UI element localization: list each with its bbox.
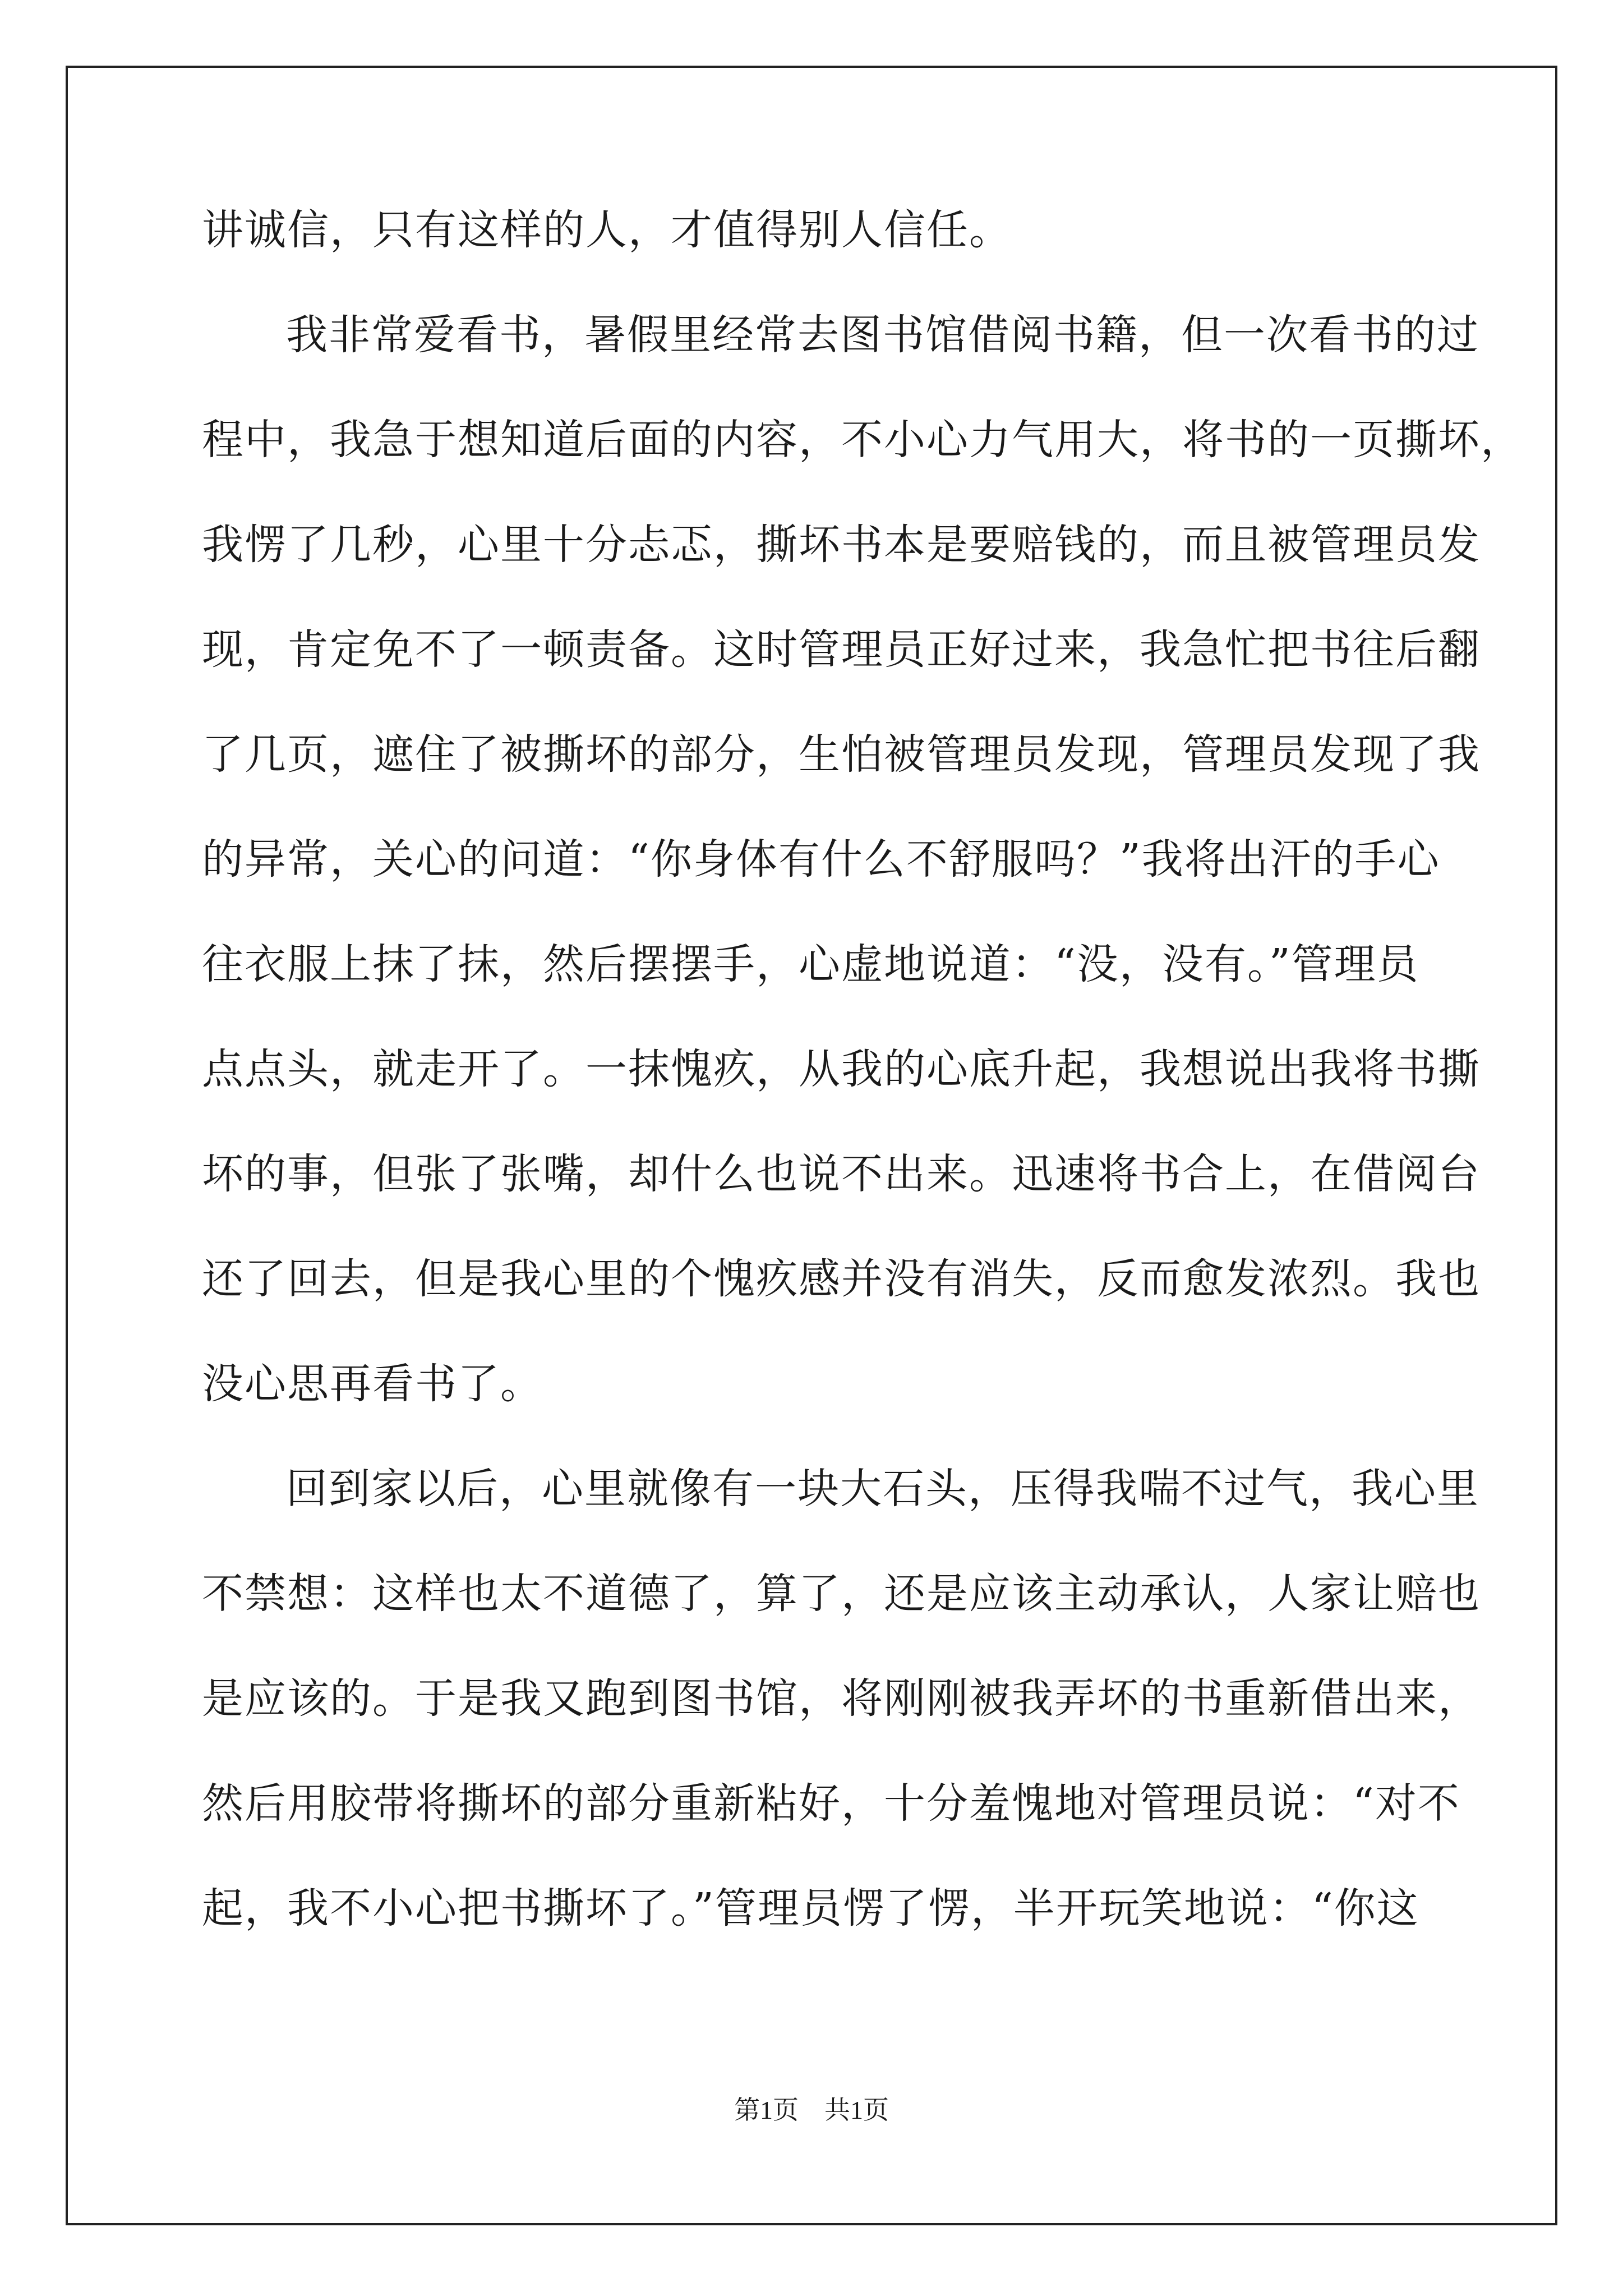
text-line: 还了回去，但是我心里的个愧疚感并没有消失，反而愈发浓烈。我也 [202, 1255, 1481, 1303]
text-line: 程中，我急于想知道后面的内容，不小心力气用大，将书的一页撕坏， [202, 416, 1523, 464]
text-line: 了几页，遮住了被撕坏的部分，生怕被管理员发现，管理员发现了我 [202, 730, 1481, 779]
text-line: 起，我不小心把书撕坏了。”管理员愣了愣，半开玩笑地说：“你这 [202, 1884, 1419, 1932]
text-line: 往衣服上抹了抹，然后摆摆手，心虚地说道：“没，没有。”管理员 [202, 940, 1419, 988]
text-line: 然后用胶带将撕坏的部分重新粘好，十分羞愧地对管理员说：“对不 [202, 1779, 1460, 1828]
text-line: 我非常爱看书，暑假里经常去图书馆借阅书籍，但一次看书的过 [286, 311, 1479, 359]
text-line: 我愣了几秒，心里十分忐忑，撕坏书本是要赔钱的，而且被管理员发 [202, 521, 1481, 569]
text-line: 回到家以后，心里就像有一块大石头，压得我喘不过气，我心里 [286, 1465, 1479, 1513]
text-line: 是应该的。于是我又跑到图书馆，将刚刚被我弄坏的书重新借出来， [202, 1674, 1481, 1723]
document-body [202, 202, 1523, 1985]
text-line: 不禁想：这样也太不道德了，算了，还是应该主动承认，人家让赔也 [202, 1570, 1481, 1618]
text-line: 坏的事，但张了张嘴，却什么也说不出来。迅速将书合上，在借阅台 [202, 1150, 1481, 1198]
text-line: 现，肯定免不了一顿责备。这时管理员正好过来，我急忙把书往后翻 [202, 625, 1481, 674]
page-footer: 第1页 共1页 [734, 2096, 889, 2124]
text-line: 没心思再看书了。 [202, 1360, 543, 1408]
text-line: 的异常，关心的问道：“你身体有什么不舒服吗？”我将出汗的手心 [202, 835, 1440, 884]
text-line: 点点头，就走开了。一抹愧疚，从我的心底升起，我想说出我将书撕 [202, 1045, 1481, 1093]
text-line: 讲诚信，只有这样的人，才值得别人信任。 [202, 206, 1012, 254]
